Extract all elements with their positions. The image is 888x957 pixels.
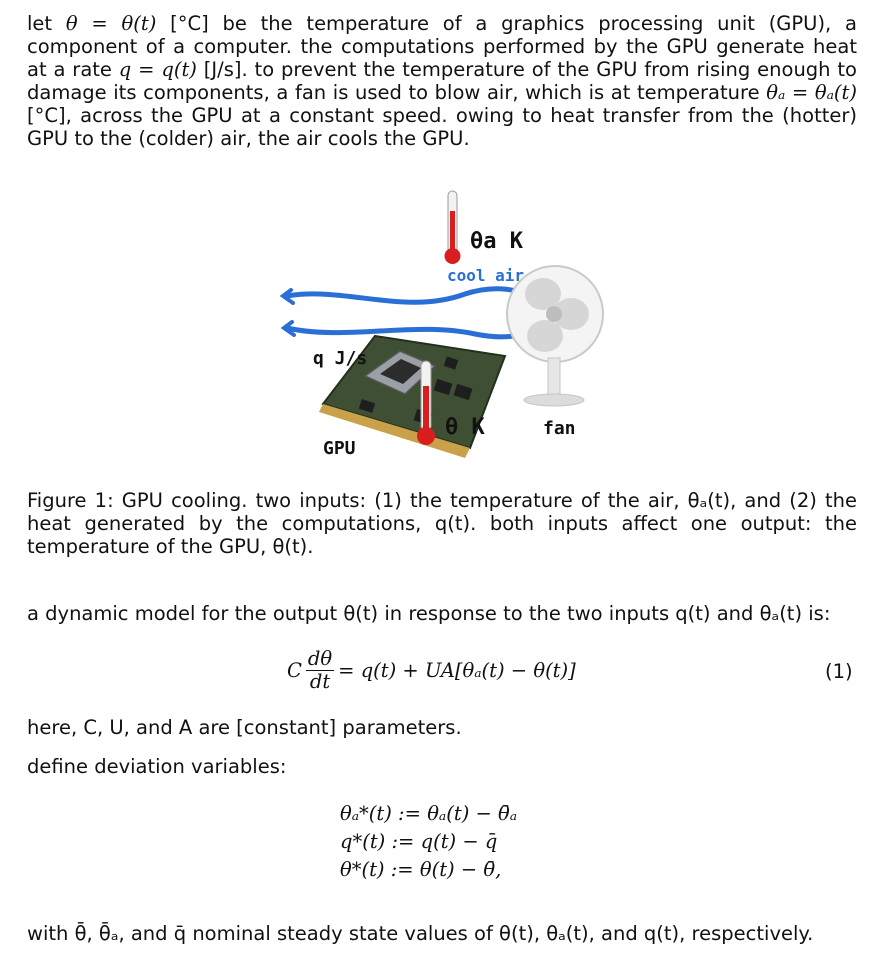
fan-label: fan <box>543 418 576 439</box>
intro-text-2: [°C] be the temperature of a graphics processing unit (GPU), a component of a computer. the computations performed by the GPU generate heat at a rate <box>27 12 857 81</box>
gpu-label: GPU <box>323 438 356 459</box>
deviation-theta-a <box>340 800 517 828</box>
deviation-theta <box>340 856 517 884</box>
deviation-theta-a-lhs: θₐ*(t) := <box>340 802 421 825</box>
cool-air-label: cool air <box>447 266 525 285</box>
equation-number: (1) <box>825 660 853 683</box>
caption-prefix: Figure 1: <box>27 489 122 512</box>
eq-derivative-num: dθ <box>307 647 333 670</box>
model-intro: a dynamic model for the output θ(t) in response to the two inputs q(t) and θₐ(t) is: <box>27 602 831 625</box>
figure-caption <box>27 489 857 558</box>
intro-math-q: q = q(t) <box>118 58 197 81</box>
intro-text-3: [J/s]. to prevent the temperature of the GPU from rising enough to damage its components, a fan is used to blow air, which is at temperature <box>27 58 857 104</box>
deviation-q-lhs: q*(t) := <box>340 830 415 853</box>
intro-text-4: [°C], across the GPU at a constant speed. owing to heat transfer from the (hotter) GPU to the (colder) air, the air cools the GPU. <box>27 104 857 150</box>
gpu-cooling-figure <box>265 186 610 466</box>
fan-icon <box>507 266 603 406</box>
intro-math-theta: θ = θ(t) <box>65 12 157 35</box>
equation-1 <box>0 648 888 698</box>
air-thermometer-icon <box>445 191 461 264</box>
deviation-equations <box>340 800 517 884</box>
closing-text: with θ̄, θ̄ₐ, and q̄ nominal steady state values of θ(t), θₐ(t), and q(t), respectively. <box>27 922 814 945</box>
caption-text: GPU cooling. two inputs: (1) the temperature of the air, θₐ(t), and (2) the heat generated by the computations, q(t). both inputs affect one output: the temperature of the GPU, θ(t). <box>27 489 857 558</box>
deviation-theta-rhs: θ(t) − θ̄, <box>419 858 502 881</box>
define-text: define deviation variables: <box>27 755 287 778</box>
eq-rhs: = q(t) + UA[θₐ(t) − θ(t)] <box>338 659 576 682</box>
eq-derivative-den: dt <box>309 670 331 693</box>
deviation-theta-a-rhs: θₐ(t) − θ̄ₐ <box>427 802 518 825</box>
deviation-q-rhs: q(t) − q̄ <box>420 830 498 853</box>
eq-coefficient-c: C <box>287 659 302 682</box>
heat-rate-label: q J/s <box>313 348 368 369</box>
deviation-theta-lhs: θ*(t) := <box>340 858 414 881</box>
air-temp-label: θa K <box>470 229 523 254</box>
equation-1-body <box>287 648 576 693</box>
params-text: here, C, U, and A are [constant] parameters. <box>27 716 462 739</box>
gpu-temp-label: θ K <box>445 415 485 440</box>
deviation-q <box>340 828 517 856</box>
airflow-line-top <box>287 289 540 303</box>
eq-derivative <box>306 648 334 693</box>
intro-math-theta-a: θₐ = θₐ(t) <box>766 81 857 104</box>
intro-paragraph <box>27 12 857 150</box>
intro-text-1: let <box>27 12 66 35</box>
airflow-line-bottom <box>287 326 543 337</box>
